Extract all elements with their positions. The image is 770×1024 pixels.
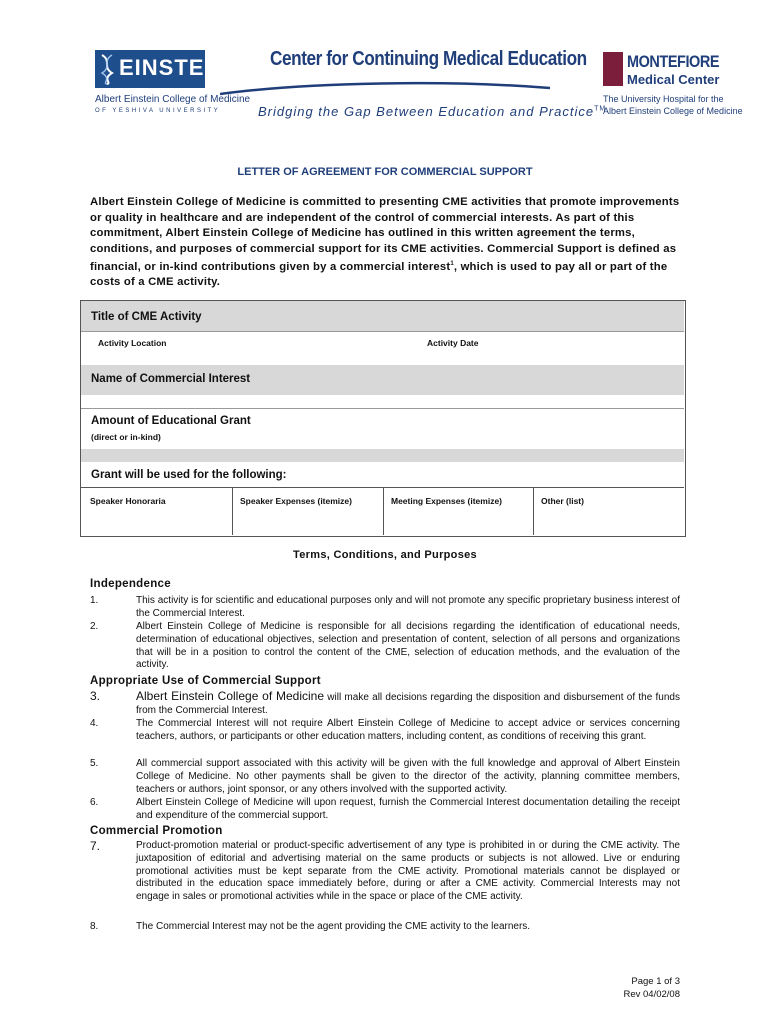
tagline (258, 104, 606, 119)
tagline-text: Bridging the Gap Between Education and Practice (258, 104, 595, 119)
column-meeting-expenses: Meeting Expenses (itemize) (391, 496, 503, 506)
activity-location-label: Activity Location (98, 338, 167, 348)
terms-heading: Terms, Conditions, and Purposes (293, 549, 477, 561)
item-text: will make all decisions regarding the disposition and disbursement of the funds from the Commercial Interest. (136, 692, 680, 716)
item-text: The Commercial Interest will not require Albert Einstein College of Medicine to accept advice or services concerning teachers, authors, or participants or other education matters, including content, as conditions of receiving this grant. (136, 718, 680, 742)
intro-text-end: , which is used to pay all or part of the costs of a CME activity. (90, 260, 668, 289)
item-number: 4. (90, 718, 99, 729)
column-other: Other (list) (541, 496, 584, 506)
commercial-interest-label: Name of Commercial Interest (91, 373, 251, 385)
intro-paragraph (90, 195, 690, 291)
item-lead: Albert Einstein College of Medicine (136, 689, 325, 703)
grant-amount-label: Amount of Educational Grant (91, 415, 251, 427)
revision-date: Rev 04/02/08 (623, 989, 680, 1000)
item-text: The Commercial Interest may not be the agent providing the CME activity to the learners. (136, 921, 531, 932)
grant-use-label: Grant will be used for the following: (91, 469, 287, 481)
title-of-activity-label: Title of CME Activity (91, 311, 202, 323)
montefiore-name-2: Medical Center (627, 72, 720, 87)
column-speaker-expenses: Speaker Expenses (itemize) (240, 496, 352, 506)
center-title: Center for Continuing Medical Education (270, 48, 587, 70)
item-number: 2. (90, 621, 99, 632)
item-number: 5. (90, 758, 99, 769)
item-number: 8. (90, 921, 99, 932)
montefiore-name: MONTEFIORE (627, 52, 720, 71)
swoosh-graphic (220, 80, 550, 98)
page-footer (600, 975, 680, 1001)
item-text: Albert Einstein College of Medicine will upon request, furnish the Commercial Interest documentation detailing the receipt and expenditure of the commercial support. (136, 797, 680, 821)
item-number: 3. (90, 689, 101, 703)
item-text: Product-promotion material or product-specific advertisement of any type is prohibited in or during the CME activity. The juxtaposition of editorial and advertising material on the same products or subjects is not allowed. Live or enduring promotional activities must be kept separate from the CME activity. Promotional materials cannot be displayed or distributed in the education space immediately before, during or after a CME activity. Commercial Interests may not engage in sales or promotional activities while in the space or place of the CME activity. (136, 840, 680, 903)
montefiore-subtitle: The University Hospital for the (603, 94, 724, 104)
item-number: 7. (90, 839, 101, 853)
section-heading-independence: Independence (90, 578, 171, 590)
einstein-logo-box (95, 50, 229, 88)
divider (81, 331, 684, 332)
einstein-wordmark: EINSTEIN (119, 55, 229, 80)
column-divider (533, 487, 534, 535)
item-text: Albert Einstein College of Medicine is responsible for all decisions regarding the identification of educational needs, determination of educational objectives, selection and presentation of content, selection of all persons and organizations that will be in a position to control the content of the CME, selection of education methods, and the evaluation of the activity. (136, 621, 680, 671)
montefiore-subtitle-2: Albert Einstein College of Medicine (603, 106, 743, 116)
intro-text: Albert Einstein College of Medicine is committed to presenting CME activities that promote improvements or quality in healthcare and are independent of the control of commercial interests. As part of this commitment, Albert Einstein College of Medicine has outlined in this written agreement the terms, conditions, and purposes of commercial support for its CME activities. Commercial Support is defined as financial, or in-kind contributions given by a commercial interest (90, 196, 680, 273)
page-number: Page 1 of 3 (631, 976, 680, 987)
footnote-marker: 1 (450, 261, 454, 267)
grant-amount-sublabel: (direct or in-kind) (91, 432, 161, 442)
column-divider (383, 487, 384, 535)
einstein-subtitle-2: OF YESHIVA UNIVERSITY (95, 108, 221, 114)
column-speaker-honoraria: Speaker Honoraria (90, 496, 166, 506)
item-text: All commercial support associated with this activity will be given with the full knowledge and approval of Albert Einstein College of Medicine. No other payments shall be given to the director of the activity, planning committee members, teachers or authors, joint sponsor, or any others involved with the supported activity. (136, 758, 680, 795)
montefiore-emblem-icon (603, 52, 623, 86)
column-divider (232, 487, 233, 535)
section-heading-appropriate-use: Appropriate Use of Commercial Support (90, 675, 321, 687)
item-number: 1. (90, 595, 99, 606)
commercial-support-form (80, 300, 686, 537)
einstein-subtitle: Albert Einstein College of Medicine (95, 94, 251, 105)
dna-helix-icon (99, 53, 115, 85)
item-text: This activity is for scientific and educational purposes only and will not promote any specific proprietary business interest of the Commercial Interest. (136, 595, 680, 619)
divider (81, 408, 684, 409)
document-title: LETTER OF AGREEMENT FOR COMMERCIAL SUPPORT (237, 166, 533, 178)
activity-date-label: Activity Date (427, 338, 479, 348)
section-heading-commercial-promotion: Commercial Promotion (90, 825, 223, 837)
item-number: 6. (90, 797, 99, 808)
grant-band (81, 449, 684, 462)
trademark-mark: TM (594, 105, 607, 113)
